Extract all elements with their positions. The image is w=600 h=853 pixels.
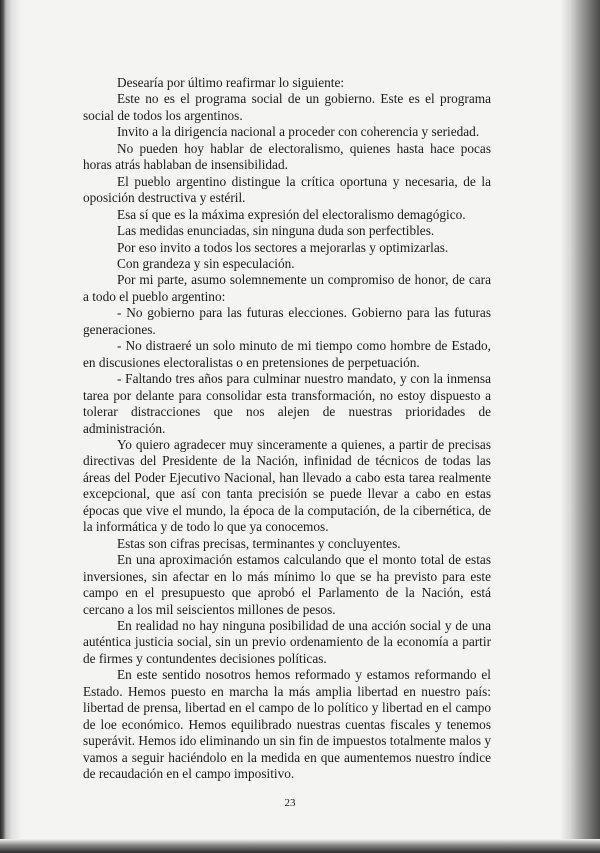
paragraph: Con grandeza y sin especulación.: [117, 255, 295, 271]
paragraph: Las medidas enunciadas, sin ninguna duda son perfectibles.: [117, 223, 435, 239]
scan-left-edge: [0, 0, 22, 853]
list-item: - Faltando tres años para culminar nuestro mandato, y con la inmensa tarea por delante para consolidar esta transformación, no estoy dispuesto a tolerar distracciones que nos alejen de nuestras prioridades de administración.: [83, 371, 491, 436]
paragraph: Esa sí que es la máxima expresión del electoralismo demagógico.: [117, 206, 466, 222]
list-item: - No gobierno para las futuras elecciones. Gobierno para las futuras generaciones.: [83, 305, 491, 337]
paragraph: En realidad no hay ninguna posibilidad de una acción social y de una auténtica justicia social, sin un previo ordenamiento de la economía a partir de firmes y contundentes decisiones políticas.: [83, 617, 491, 666]
paragraph: Este no es el programa social de un gobierno. Este es el programa social de todos los argentinos.: [83, 91, 491, 123]
body-text: [83, 75, 491, 782]
paragraph: Yo quiero agradecer muy sinceramente a quienes, a partir de precisas directivas del Presidente de la Nación, infinidad de técnicos de todas las áreas del Poder Ejecutivo Nacional, han llevado a cabo esta tarea realmente excepcional, que así con tanta precisión se puede llevar a cabo en estas épocas que vive el mundo, la época de la computación, de la cibernética, de la informática y de todo lo que ya conocemos.: [83, 436, 491, 535]
paragraph: No pueden hoy hablar de electoralismo, quienes hasta hace pocas horas atrás hablaban de insensibilidad.: [83, 140, 491, 173]
scan-bottom-edge: [0, 839, 600, 853]
paragraph: Por eso invito a todos los sectores a mejorarlas y optimizarlas.: [117, 239, 449, 255]
page-number: 23: [284, 797, 296, 809]
paragraph: Por mi parte, asumo solemnemente un compromiso de honor, de cara a todo el pueblo argentino:: [83, 272, 491, 304]
paragraph: Invito a la dirigencia nacional a proceder con coherencia y seriedad.: [117, 124, 480, 140]
scan-right-edge: [560, 0, 600, 853]
paragraph: El pueblo argentino distingue la crítica oportuna y necesaria, de la oposición destructiva y estéril.: [83, 173, 491, 206]
paragraph: Estas son cifras precisas, terminantes y concluyentes.: [117, 535, 401, 551]
list-item: - No distraeré un solo minuto de mi tiempo como hombre de Estado, en discusiones electoralistas o en pretensiones de perpetuación.: [83, 338, 491, 370]
paragraph: En una aproximación estamos calculando que el monto total de estas inversiones, sin afectar en lo más mínimo lo que se ha previsto para este campo en el presupuesto que aprobó el Parlamento de la Nación, está cercano a los mil seiscientos millones de pesos.: [83, 552, 491, 617]
paragraph: En este sentido nosotros hemos reformado y estamos reformando el Estado. Hemos puesto en marcha la más amplia libertad en nuestro país: libertad de prensa, libertad en el campo de lo político y libertad en el campo de loe económico. Hemos equilibrado nuestras cuentas fiscales y tenemos superávit. Hemos ido eliminando un sin fin de impuestos totalmente malos y vamos a seguir haciéndolo en la medida en que aumentemos nuestro índice de recaudación en el campo impositivo.: [83, 667, 491, 782]
paragraph: Desearía por último reafirmar lo siguiente:: [117, 75, 345, 90]
